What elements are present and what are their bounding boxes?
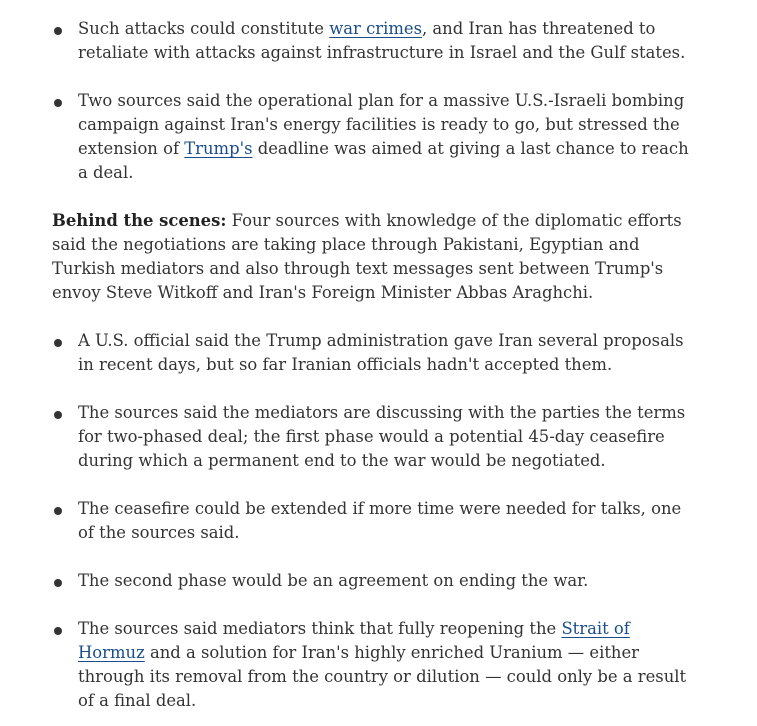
list-item-text: The sources said mediators think that fully reopening the (78, 619, 562, 638)
bullet-icon (54, 339, 62, 347)
list-item (78, 89, 698, 185)
bullet-icon (54, 507, 62, 515)
list-item (78, 401, 698, 473)
list-item-text: Two sources said the operational plan for a massive U.S.-Israeli bombing campaign against Iran's energy facilities is ready to go, but stressed the extension of (78, 91, 685, 158)
list-item-text: The ceasefire could be extended if more time were needed for talks, one of the sources said. (78, 499, 682, 542)
list-item-text: , and Iran has threatened to retaliate with attacks against infrastructure in Israel and the Gulf states. (78, 19, 686, 62)
bullet-icon (54, 579, 62, 587)
bullet-icon (54, 99, 62, 107)
list-item-text: deadline was aimed at giving a last chance to reach a deal. (78, 139, 689, 182)
list-item-text: and a solution for Iran's highly enriched Uranium — either through its removal from the country or dilution — could only be a result of a final deal. (78, 643, 687, 710)
paragraph (52, 209, 702, 305)
list-item (78, 497, 698, 545)
list-item (78, 329, 698, 377)
trump-link[interactable]: Trump's (184, 139, 253, 158)
list-item-text: The sources said the mediators are discussing with the parties the terms for two-phased deal; the first phase would a potential 45-day ceasefire during which a permanent end to the war would be negotiated. (78, 403, 686, 470)
list-item (78, 569, 698, 593)
bullet-icon (54, 627, 62, 635)
section-lead: Behind the scenes: (52, 211, 227, 230)
bullet-icon (54, 411, 62, 419)
list-item (78, 17, 698, 65)
paragraph-text: Four sources with knowledge of the diplomatic efforts said the negotiations are taking place through Pakistani, Egyptian and Turkish mediators and also through text messages sent between Trump's envoy Steve Witkoff and Iran's Foreign Minister Abbas Araghchi. (52, 211, 682, 302)
strait-of-hormuz-link[interactable]: Strait of Hormuz (78, 619, 630, 662)
list-item-text: A U.S. official said the Trump administration gave Iran several proposals in recent days, but so far Iranian officials hadn't accepted them. (78, 331, 684, 374)
list-item (78, 617, 698, 713)
list-item-text: Such attacks could constitute (78, 19, 330, 38)
list-item-text: The second phase would be an agreement on ending the war. (78, 571, 589, 590)
bullet-icon (54, 27, 62, 35)
war-crimes-link[interactable]: war crimes (329, 19, 422, 38)
